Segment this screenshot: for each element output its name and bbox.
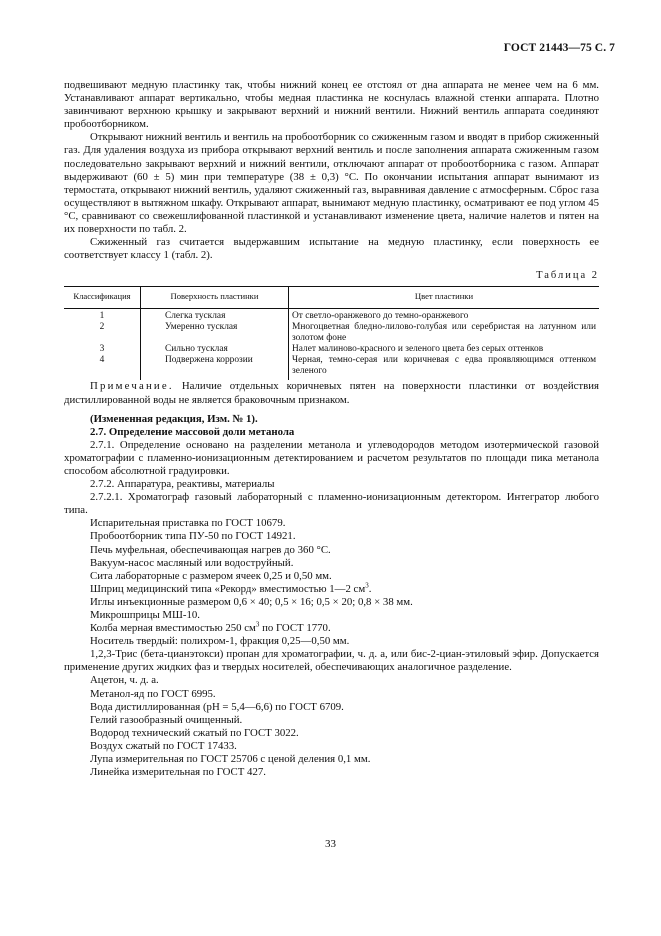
table-cell-class: 4 (99, 355, 105, 366)
table-note (64, 380, 599, 406)
list-item: Метанол-яд по ГОСТ 6995. (90, 687, 216, 700)
list-item: Лупа измерительная по ГОСТ 25706 с ценой деления 0,1 мм. (90, 753, 371, 766)
list-item: Ацетон, ч. д. а. (90, 674, 159, 687)
document-body (64, 79, 599, 779)
classification-table (64, 286, 599, 380)
table-cell-surface: Сильно тусклая (141, 344, 289, 355)
flask-end: по ГОСТ 1770. (259, 622, 331, 635)
syringe-end: . (368, 582, 372, 595)
list-item: Испарительная приставка по ГОСТ 10679. (90, 517, 286, 530)
paragraph-3: Сжиженный газ считается выдержавшим испытание на медную пластинку, если поверхность ее соответствует классу 1 (табл. 2). (64, 236, 599, 262)
section-2-7-2-1: 2.7.2.1. Хроматограф газовый лабораторный с пламенно-ионизационным детектором. Интегратор любого типа. (64, 491, 599, 517)
paragraph-2: Открывают нижний вентиль и вентиль на пробоотборник со сжиженным газом и вводят в прибор сжиженный газ. Для удаления воздуха из прибора открывают верхний вентиль и после заполнения аппарата сжиженным газом последовательно закрывают верхний и нижний вентили, отключают аппарат от пробоотборника с газом. Аппарат выдерживают (60 ± 5) мин при температуре (38 ± 0,3) °С. По окончании испытания аппарат вынимают из термостата, открывают нижний вентиль, удаляют сжиженный газ, выравнивая давление с атмосферным. Сброс газа осуществляют в вытяжном шкафу. Открывают аппарат, вынимают медную пластинку, осматривают ее под углом 45 °С, сравнивают со свежешлифованной пластинкой и устанавливают изменение цвета, наличие налетов и пятен на их поверхности по табл. 2. (64, 131, 599, 236)
table-row (64, 322, 599, 344)
list-item-tris: 1,2,3-Трис (бета-цианэтокси) пропан для хроматографии, ч. д. а, или бис-2-циан-этиловый эфир. Допускается применение других жидких фаз и твердых носителей, обеспечивающих аналогичное разделение. (64, 648, 599, 674)
note-text: Наличие отдельных коричневых пятен на поверхности пластинки от воздействия дистиллированной воды не является браковочным признаком. (64, 380, 599, 406)
table-row (64, 355, 599, 380)
flask-sup: 3 (255, 620, 260, 629)
list-item-flask (64, 622, 599, 635)
syringe-text: Шприц медицинский типа «Рекорд» вместимостью 1—2 см (90, 582, 366, 595)
list-item: Иглы инъекционные размером 0,6 × 40; 0,5 × 16; 0,5 × 20; 0,8 × 38 мм. (90, 595, 413, 608)
section-heading: 2.7. Определение массовой доли метанола (90, 425, 295, 438)
list-item: Вода дистиллированная (рН = 5,4—6,6) по ГОСТ 6709. (90, 700, 344, 713)
revision-note: (Измененная редакция, Изм. № 1). (90, 412, 258, 425)
list-item-syringe (64, 583, 599, 596)
syringe-sup: 3 (365, 581, 369, 590)
table-cell-class: 3 (99, 344, 105, 355)
paragraph-1: подвешивают медную пластинку так, чтобы нижний конец ее отстоял от дна аппарата не менее чем на 6 мм. Устанавливают аппарат вертикально, чтобы медная пластинка не коснулась влажной стенки аппарата. Плотно завинчивают верхнюю крышку и закрывают верхний и нижний вентили. Нижний вентиль аппарата соединяют пробоотборником. (64, 79, 599, 131)
equipment-list (64, 517, 599, 779)
table-cell-surface: Подвержена коррозии (141, 355, 289, 380)
list-item: Пробоотборник типа ПУ-50 по ГОСТ 14921. (90, 530, 296, 543)
list-item: Гелий газообразный очищенный. (90, 713, 243, 726)
list-item: Воздух сжатый по ГОСТ 17433. (90, 739, 237, 752)
table-cell-color: Налет малиново-красного и зеленого цвета без серых оттенков (289, 344, 600, 355)
section-2-7-1: 2.7.1. Определение основано на разделении метанола и углеводородов методом изотермической газовой хроматографии с пламенно-ионизационным детектированием и расчетом результатов по площади пика метанола способом абсолютной градуировки. (64, 438, 599, 477)
page-number: 33 (325, 838, 336, 850)
list-item: Водород технический сжатый по ГОСТ 3022. (90, 726, 299, 739)
table-cell-color: От светло-оранжевого до темно-оранжевого (289, 309, 600, 323)
note-label: Примечание. (90, 380, 174, 393)
section-2-7-2: 2.7.2. Аппаратура, реактивы, материалы (90, 478, 275, 491)
list-item: Печь муфельная, обеспечивающая нагрев до 360 °С. (90, 543, 331, 556)
table-header-color: Цвет пластинки (289, 287, 600, 309)
table-cell-class: 2 (99, 322, 105, 333)
page-header: ГОСТ 21443—75 С. 7 (503, 42, 615, 54)
list-item: Сита лабораторные с размером ячеек 0,25 и 0,50 мм. (90, 569, 332, 582)
list-item: Микрошприцы МШ-10. (90, 609, 201, 621)
table-header-surface: Поверхность пластинки (141, 287, 289, 309)
table-header-classification: Классификация (64, 287, 141, 309)
list-item: Вакуум-насос масляный или водоструйный. (90, 556, 294, 569)
list-item: Линейка измерительная по ГОСТ 427. (90, 766, 266, 779)
table-cell-surface: Слегка тусклая (141, 309, 289, 323)
table-title: Таблица 2 (536, 270, 599, 282)
table-row (64, 309, 599, 323)
table-cell-class: 1 (99, 311, 105, 322)
table-row (64, 344, 599, 355)
list-item: Носитель твердый: полихром-1, фракция 0,25—0,50 мм. (90, 635, 350, 648)
table-cell-color: Черная, темно-серая или коричневая с едва проявляющимся оттенком зеленого (289, 355, 600, 380)
table-cell-color: Многоцветная бледно-лилово-голубая или серебристая на латунном или золотом фоне (289, 322, 600, 344)
table-cell-surface: Умеренно тусклая (141, 322, 289, 344)
flask-text: Колба мерная вместимостью 250 см (90, 622, 256, 635)
